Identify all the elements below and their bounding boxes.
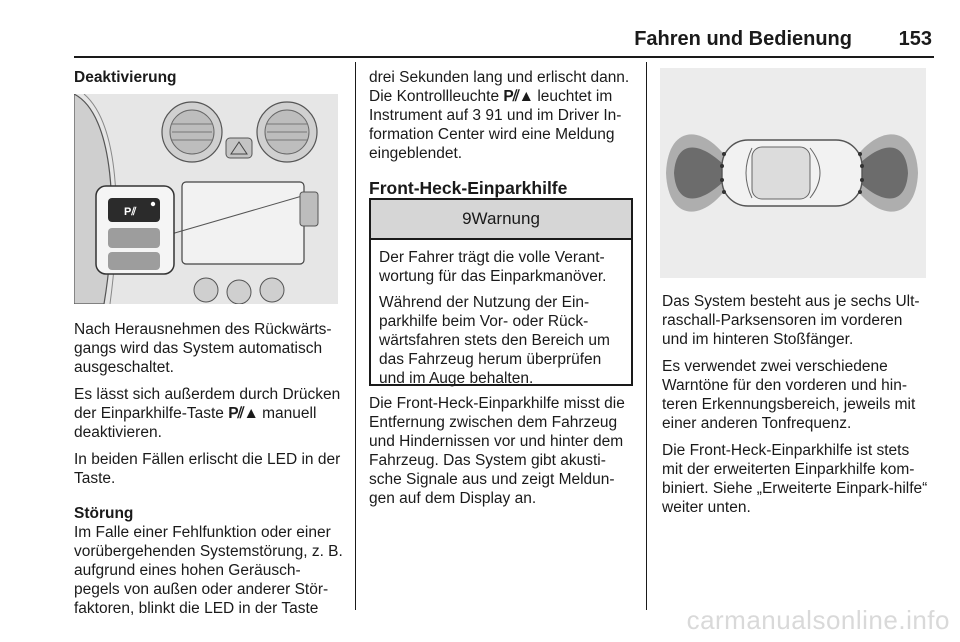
column-2 bbox=[369, 68, 637, 199]
running-header-title: Fahren und Bedienung bbox=[634, 28, 852, 50]
paragraph-tones: Es verwendet zwei verschiedene Warntöne für den vorderen und hin-teren Erkennungsbereich, jeweils mit einer anderen Tonfrequenz. bbox=[662, 358, 916, 432]
paragraph-system-description: Die Front-Heck-Einparkhilfe misst die Entfernung zwischen dem Fahrzeug und Hindernissen vor und hinter dem Fahrzeug. Das System gibt akusti-sche Signale aus und zeigt Meldun-gen auf dem Display an. bbox=[369, 395, 625, 507]
page-number: 153 bbox=[898, 28, 932, 50]
heading-stoerung: Störung bbox=[74, 505, 134, 522]
park-assist-icon: P⫽▲ bbox=[228, 405, 258, 422]
column-1 bbox=[74, 68, 342, 87]
heading-front-heck-einparkhilfe: Front-Heck-Einparkhilfe bbox=[369, 178, 568, 198]
paragraph-sensors: Das System besteht aus je sechs Ult-raschall-Parksensoren im vorderen und im hinteren Stoßfänger. bbox=[662, 293, 920, 348]
header-rule bbox=[74, 56, 934, 58]
warning-box bbox=[369, 198, 633, 386]
column-divider-1 bbox=[355, 62, 356, 610]
paragraph-led-off: In beiden Fällen erlischt die LED in der Taste. bbox=[74, 451, 341, 487]
watermark: carmanualsonline.info bbox=[686, 605, 950, 635]
paragraph-auto-off: Nach Herausnehmen des Rückwärts-gangs wird das System automatisch ausgeschaltet. bbox=[74, 321, 332, 376]
paragraph-continued: drei Sekunden lang und erlischt dann. bbox=[369, 69, 630, 86]
warning-paragraph-2: Während der Nutzung der Ein-parkhilfe beim Vor- oder Rück-wärtsfahren stets den Bereich um das Fahrzeug herum überprüfen und im Auge behalten. bbox=[379, 294, 610, 387]
column-3-body bbox=[662, 292, 930, 525]
sensor-coverage-illustration bbox=[660, 68, 926, 278]
paragraph-indicator: Die Kontrollleuchte P⫽▲ leuchtet im Instrument auf 3 91 und im Driver In-formation Center wird eine Meldung eingeblendet. bbox=[369, 88, 622, 162]
dashboard-drawing bbox=[74, 94, 338, 304]
warning-body bbox=[371, 240, 631, 388]
svg-text:P⫽: P⫽ bbox=[124, 206, 137, 218]
warning-title: Warnung bbox=[471, 209, 540, 228]
dashboard-illustration bbox=[74, 94, 338, 304]
warning-header bbox=[371, 200, 631, 240]
heading-deaktivierung: Deaktivierung bbox=[74, 69, 177, 86]
park-assist-indicator-icon: P⫽▲ bbox=[503, 88, 534, 105]
column-2-body bbox=[369, 394, 637, 516]
paragraph-combination: Die Front-Heck-Einparkhilfe ist stets mit der erweiterten Einparkhilfe kom-biniert. Siehe „Erweiterte Einpark-hilfe“ weiter unten. bbox=[662, 442, 928, 516]
paragraph-manual-off: Es lässt sich außerdem durch Drücken der Einparkhilfe-Taste P⫽▲ manuell deaktivieren. bbox=[74, 386, 341, 441]
paragraph-fault: Im Falle einer Fehlfunktion oder einer vorübergehenden Systemstörung, z. B. aufgrund eines hohen Geräusch-pegels von außen oder anderer Stör-faktoren, blinkt die LED in der Taste bbox=[74, 524, 343, 617]
reference-arrow-icon: 3 bbox=[472, 107, 482, 124]
car-sensor-drawing bbox=[660, 68, 926, 278]
warning-symbol-icon: 9 bbox=[462, 209, 472, 228]
column-divider-2 bbox=[646, 62, 647, 610]
warning-paragraph-1: Der Fahrer trägt die volle Verant-wortung für das Einparkmanöver. bbox=[379, 249, 607, 285]
column-1-body bbox=[74, 320, 346, 626]
